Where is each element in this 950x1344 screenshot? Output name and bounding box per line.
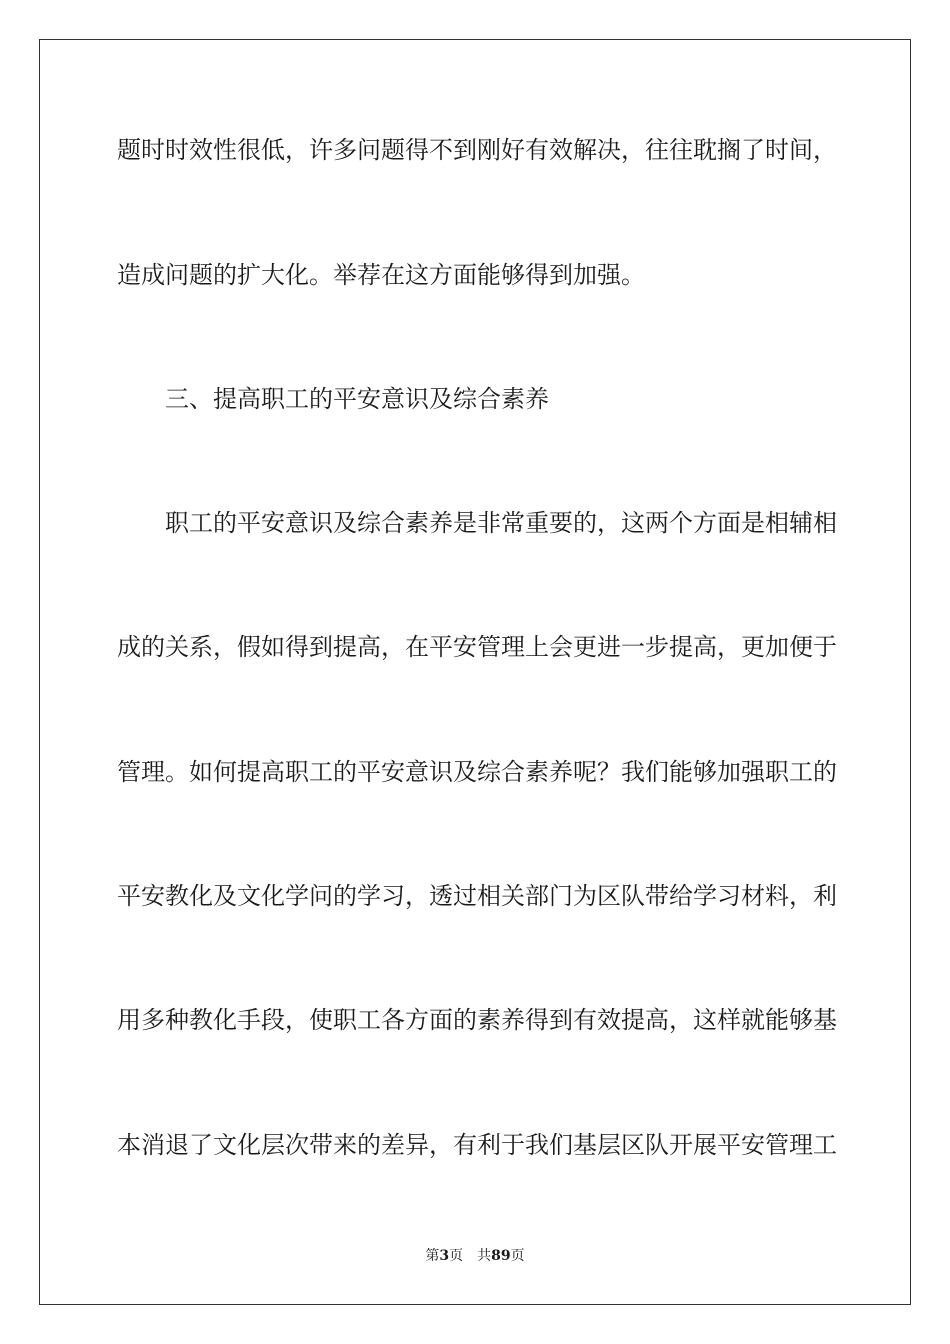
total-pages-prefix: 共	[477, 1248, 492, 1264]
total-pages-suffix: 页	[510, 1248, 525, 1264]
current-page-number: 3	[439, 1248, 450, 1264]
page-footer	[0, 1247, 950, 1265]
body-text-line: 管理。如何提高职工的平安意识及综合素养呢？我们能够加强职工的	[117, 758, 837, 786]
page-border	[39, 39, 911, 1305]
body-text-line: 成的关系，假如得到提高，在平安管理上会更进一步提高，更加便于	[117, 633, 837, 661]
page-number-prefix: 第	[425, 1248, 440, 1264]
section-heading: 三、提高职工的平安意识及综合素养	[165, 385, 549, 413]
body-text-line: 本消退了文化层次带来的差异，有利于我们基层区队开展平安管理工	[117, 1131, 837, 1159]
page-number-suffix: 页	[449, 1248, 464, 1264]
body-text-line: 平安教化及文化学问的学习，透过相关部门为区队带给学习材料，利	[117, 882, 837, 910]
body-text-line: 造成问题的扩大化。举荐在这方面能够得到加强。	[117, 261, 645, 289]
body-text-line: 题时时效性很低，许多问题得不到刚好有效解决，往往耽搁了时间，	[117, 136, 837, 164]
body-text-line: 用多种教化手段，使职工各方面的素养得到有效提高，这样就能够基	[117, 1006, 837, 1034]
total-page-count: 89	[491, 1248, 511, 1264]
body-text-line: 职工的平安意识及综合素养是非常重要的，这两个方面是相辅相	[165, 509, 837, 537]
